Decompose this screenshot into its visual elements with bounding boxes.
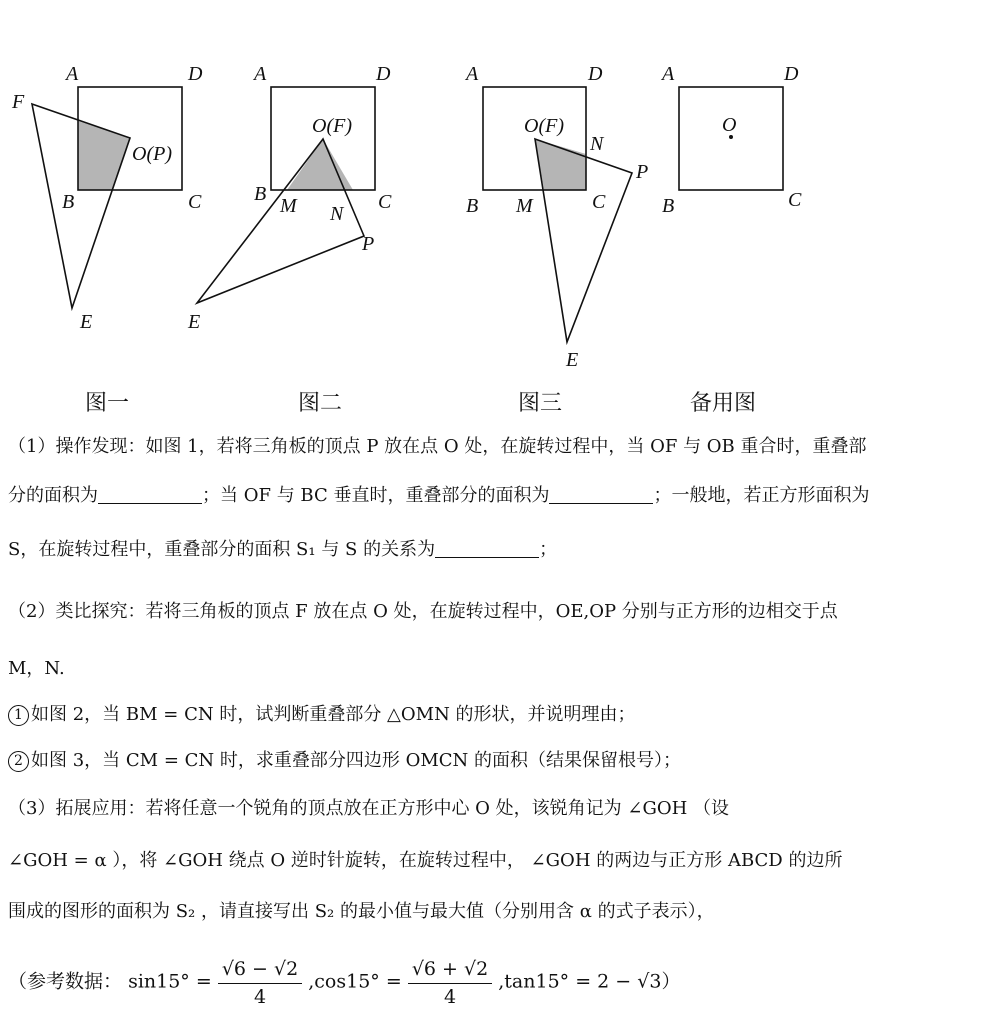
fig2-label-c: C bbox=[378, 191, 392, 213]
answer-blank-3[interactable] bbox=[435, 539, 539, 558]
fig2-label-d: D bbox=[376, 63, 391, 85]
ref-cos-denominator: 4 bbox=[443, 986, 457, 1008]
ref-sin-label: sin15° = bbox=[128, 970, 212, 993]
ref-sin-denominator: 4 bbox=[253, 986, 267, 1008]
question-2-text: 如图 3，当 CM = CN 时，求重叠部分四边形 OMCN 的面积（结果保留根号）； bbox=[31, 750, 682, 771]
part2-question-1 bbox=[8, 700, 973, 726]
ref-tan: ,tan15° = 2 − √3 bbox=[498, 970, 662, 993]
fig3-label-d: D bbox=[588, 63, 603, 85]
fig2-label-p: P bbox=[362, 233, 375, 255]
fig2-label-m: M bbox=[280, 195, 297, 217]
part1-line2-a: 分的面积为 bbox=[8, 485, 98, 506]
figure-3 bbox=[464, 63, 648, 371]
fig1-label-c: C bbox=[188, 191, 202, 213]
ref-suffix: ） bbox=[661, 970, 681, 993]
fig3-label-e: E bbox=[566, 349, 579, 371]
fig3-label-m: M bbox=[516, 195, 533, 217]
part3-line1: （3）拓展应用：若将任意一个锐角的顶点放在正方形中心 O 处，该锐角记为 ∠GOH （设 bbox=[8, 798, 730, 819]
answer-blank-1[interactable] bbox=[98, 485, 202, 504]
part1-line3-a: S，在旋转过程中，重叠部分的面积 S₁ 与 S 的关系为 bbox=[8, 539, 436, 560]
ref-sin-numerator: √6 − √2 bbox=[218, 955, 302, 984]
caption-fig3: 图三 bbox=[518, 391, 563, 416]
part2-line2: M，N. bbox=[8, 658, 65, 679]
fig3-label-p: P bbox=[636, 161, 649, 183]
circled-number-2: 2 bbox=[8, 751, 29, 772]
figures-panel bbox=[0, 0, 981, 380]
figure-4 bbox=[660, 63, 802, 217]
fig1-label-e: E bbox=[80, 311, 93, 333]
part1-line2-c: ；一般地，若正方形面积为 bbox=[653, 485, 870, 506]
fig1-label-f: F bbox=[12, 91, 25, 113]
figure-1 bbox=[11, 63, 203, 333]
fig2-label-a: A bbox=[254, 63, 267, 85]
fig1-overlap-shaded bbox=[78, 121, 130, 190]
fig3-label-c: C bbox=[592, 191, 606, 213]
fig4-label-b: B bbox=[662, 195, 675, 217]
fig2-overlap-shaded bbox=[287, 139, 353, 190]
question-1-text: 如图 2，当 BM = CN 时，试判断重叠部分 △OMN 的形状，并说明理由； bbox=[31, 704, 636, 725]
part1-line3 bbox=[8, 535, 973, 561]
part2-line1: （2）类比探究：若将三角板的顶点 F 放在点 O 处，在旋转过程中，OE,OP 分别与正方形的边相交于点 bbox=[8, 601, 838, 622]
fig1-label-d: D bbox=[188, 63, 203, 85]
ref-cos-numerator: √6 + √2 bbox=[408, 955, 492, 984]
reference-data bbox=[8, 955, 973, 1010]
part2-question-2 bbox=[8, 746, 973, 772]
caption-fig4: 备用图 bbox=[690, 391, 757, 416]
figure-2 bbox=[187, 63, 392, 333]
part1-line3-b: ； bbox=[539, 539, 558, 560]
fig1-label-a: A bbox=[66, 63, 79, 85]
part3-line2: ∠GOH = α ），将 ∠GOH 绕点 O 逆时针旋转，在旋转过程中， ∠GOH 的两边与正方形 ABCD 的边所 bbox=[8, 850, 843, 871]
caption-fig2: 图二 bbox=[298, 391, 343, 416]
part1-line1: （1）操作发现：如图 1，若将三角板的顶点 P 放在点 O 处，在旋转过程中，当 OF 与 OB 重合时，重叠部 bbox=[8, 436, 867, 457]
fig2-label-n: N bbox=[330, 203, 344, 225]
answer-blank-2[interactable] bbox=[549, 485, 653, 504]
ref-prefix: （参考数据： bbox=[8, 970, 123, 993]
fig2-label-e: E bbox=[188, 311, 201, 333]
part1-line2 bbox=[8, 481, 973, 507]
ref-sin-fraction bbox=[218, 955, 302, 1010]
fig4-label-d: D bbox=[784, 63, 799, 85]
caption-fig1: 图一 bbox=[85, 391, 130, 416]
circled-number-1: 1 bbox=[8, 705, 29, 726]
part1-line2-b: ；当 OF 与 BC 垂直时，重叠部分的面积为 bbox=[202, 485, 550, 506]
fig3-label-b: B bbox=[466, 195, 479, 217]
fig2-label-b: B bbox=[254, 183, 267, 205]
fig1-label-b: B bbox=[62, 191, 75, 213]
fig4-label-c: C bbox=[788, 189, 802, 211]
fig2-label-of: O(F) bbox=[312, 115, 352, 137]
part3-line3: 围成的图形的面积为 S₂ ，请直接写出 S₂ 的最小值与最大值（分别用含 α 的式子表示）， bbox=[8, 901, 715, 922]
ref-cos-label: ,cos15° = bbox=[308, 970, 402, 993]
fig4-label-o: O bbox=[722, 114, 737, 136]
fig3-label-a: A bbox=[466, 63, 479, 85]
ref-cos-fraction bbox=[408, 955, 492, 1010]
fig4-label-a: A bbox=[662, 63, 675, 85]
fig3-label-n: N bbox=[590, 133, 604, 155]
fig3-overlap-shaded bbox=[535, 139, 586, 190]
fig3-label-of: O(F) bbox=[524, 115, 564, 137]
fig1-label-op: O(P) bbox=[132, 143, 172, 165]
